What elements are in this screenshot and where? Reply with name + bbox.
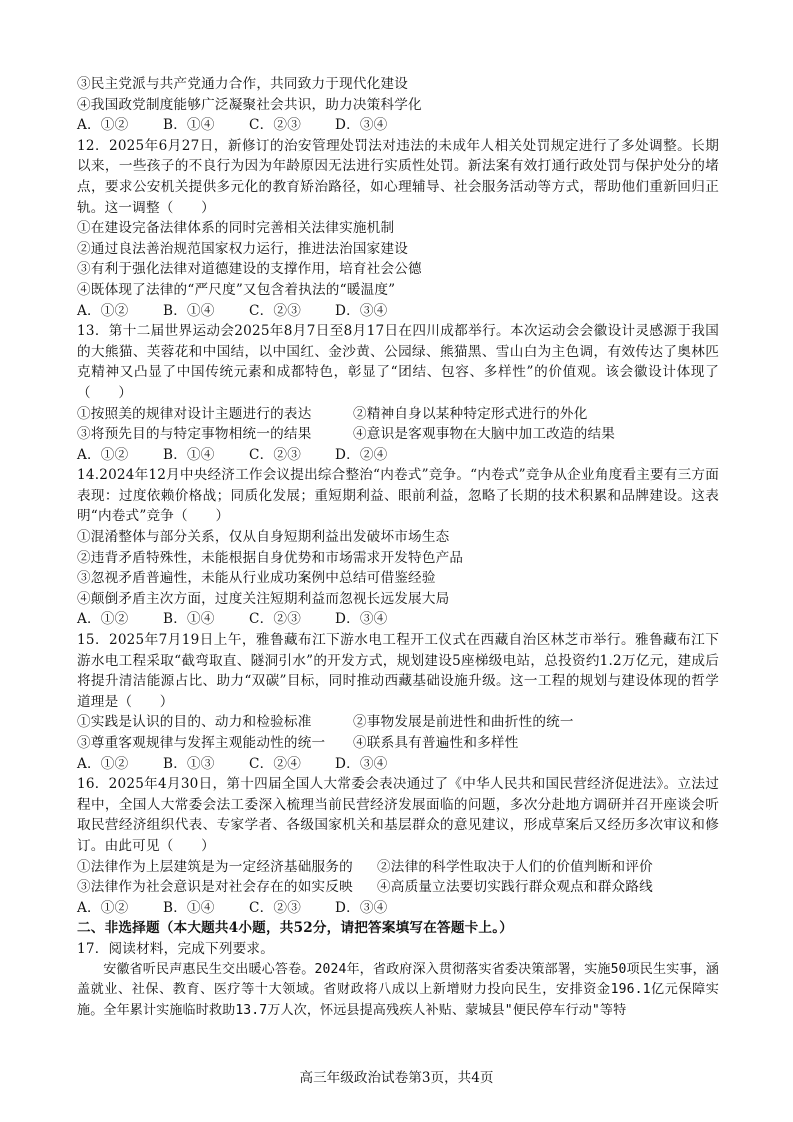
- q16-options-row-2: [77, 877, 719, 898]
- q15-option-1: ①实践是认识的目的、动力和检验标准: [77, 714, 312, 731]
- q13-stem: 13．第十二届世界运动会2025年8月7日至8月17日在四川成都举行。本次运动会会徽设计灵感源于我国的大熊猫、芙蓉花和中国结，以中国红、金沙黄、公园绿、熊猫黑、雪山白为主色调，有效传达了奥林匹克精神又凸显了中国传统元素和成都特色，彰显了“团结、包容、多样性”的价值观。该会徽设计体现了（ ）: [77, 323, 719, 401]
- q14-choice-b: B．①④: [163, 611, 215, 628]
- q17-material: 安徽省听民声惠民生交出暖心答卷。2024年，省政府深入贯彻落实省委决策部署，实施50项民生实事，涵盖就业、社保、教育、医疗等十大领域。省财政将八成以上新增财力投向民生，安排资金196.1亿元保障实施。全年累计实施临时救助13.7万人次，怀远县提高残疾人补贴、蒙城县"便民停车行动"等特: [77, 961, 719, 1018]
- q14-choice-a: A．①②: [77, 611, 129, 628]
- q12-option-2: ②通过良法善治规范国家权力运行，推进法治国家建设: [77, 240, 409, 257]
- section-2-heading: 二、非选择题（本大题共4小题，共52分，请把答案填写在答题卡上。）: [77, 920, 513, 937]
- q16-choice-a: A．①②: [77, 899, 129, 916]
- q13-option-2: ②精神自身以某种特定形式进行的外化: [353, 405, 588, 422]
- q12-choice-d: D．③④: [335, 302, 388, 319]
- q12-choices: [77, 301, 719, 322]
- q15-choices: [77, 754, 719, 775]
- page-content: [77, 74, 719, 1021]
- q13-options-row-1: [77, 404, 719, 425]
- q16-option-3: ③法律作为社会意识是对社会存在的如实反映: [77, 879, 353, 896]
- q16-choice-d: D．③④: [335, 899, 388, 916]
- q14-option-4: ④颠倒矛盾主次方面，过度关注短期利益而忽视长远发展大局: [77, 590, 450, 607]
- q15-stem: 15．2025年7月19日上午，雅鲁藏布江下游水电工程开工仪式在西藏自治区林芝市举行。雅鲁藏布江下游水电工程采取“截弯取直、隧洞引水”的开发方式，规划建设5座梯级电站，总投资约1.2万亿元，建成后将提升清洁能源占比、助力“双碳”目标，同时推动西藏基础设施升级。这一工程的规划与建设体现的哲学道理是（ ）: [77, 632, 719, 710]
- q13-choice-a: A．①②: [77, 446, 129, 463]
- q14-option-2: ②违背矛盾特殊性，未能根据自身优势和市场需求开发特色产品: [77, 549, 464, 566]
- q16-choice-c: C．②③: [249, 899, 301, 916]
- q11-choices: [77, 115, 719, 136]
- q14-choice-d: D．③④: [335, 611, 388, 628]
- q13-option-3: ③将预先目的与特定事物相统一的结果: [77, 426, 312, 443]
- q14-option-3: ③忽视矛盾普遍性，未能从行业成功案例中总结可借鉴经验: [77, 570, 436, 587]
- q16-option-4: ④高质量立法要切实践行群众观点和群众路线: [377, 879, 653, 896]
- q12-option-4: ④既体现了法律的“严尺度”又包含着执法的“暖温度”: [77, 281, 396, 298]
- q13-option-4: ④意识是客观事物在大脑中加工改造的结果: [353, 426, 616, 443]
- q11-choice-d: D．③④: [335, 117, 388, 134]
- q16-option-1: ①法律作为上层建筑是为一定经济基础服务的: [77, 858, 353, 875]
- q16-choice-b: B．①④: [163, 899, 215, 916]
- q12-choice-a: A．①②: [77, 302, 129, 319]
- q15-choice-a: A．①②: [77, 755, 129, 772]
- q14-option-1: ①混淆整体与部分关系，仅从自身短期利益出发破坏市场生态: [77, 529, 450, 546]
- q11-option-3: ③民主党派与共产党通力合作，共同致力于现代化建设: [77, 76, 409, 92]
- q15-options-row-1: [77, 712, 719, 733]
- q15-option-3: ③尊重客观规律与发挥主观能动性的统一: [77, 735, 326, 751]
- q13-choices: [77, 445, 719, 466]
- q12-option-3: ③有利于强化法律对道德建设的支撑作用，培育社会公德: [77, 261, 422, 278]
- q13-choice-c: C．②③: [249, 446, 301, 463]
- q15-choice-d: D．③④: [335, 755, 388, 772]
- q16-stem: 16．2025年4月30日，第十四届全国人大常委会表决通过了《中华人民共和国民营经济促进法》。立法过程中，全国人大常委会法工委深入梳理当前民营经济发展面临的问题，多次分赴地方调研并召开座谈会听取民营经济组织代表、专家学者、各级国家机关和基层群众的意见建议，形成草案后又经历多次审议和修订。由此可见（ ）: [77, 776, 719, 854]
- q12-option-1: ①在建设完备法律体系的同时完善相关法律实施机制: [77, 220, 395, 237]
- q11-choice-a: A．①②: [77, 117, 129, 134]
- q13-option-1: ①按照美的规律对设计主题进行的表达: [77, 405, 312, 422]
- q15-option-4: ④联系具有普遍性和多样性: [353, 735, 519, 751]
- q11-choice-b: B．①④: [163, 117, 215, 134]
- q14-stem: 14.2024年12月中央经济工作会议提出综合整治“内卷式”竞争。“内卷式”竞争从企业角度看主要有三方面表现：过度依赖价格战；同质化发展；重短期利益、眼前利益，忽略了长期的技术积累和品牌建设。这表明“内卷式”竞争（ ）: [77, 467, 719, 525]
- q15-choice-b: B．①③: [163, 755, 215, 772]
- q13-choice-b: B．①④: [163, 446, 215, 463]
- q11-option-4: ④我国政党制度能够广泛凝聚社会共识，助力决策科学化: [77, 96, 422, 113]
- q16-option-2: ②法律的科学性取决于人们的价值判断和评价: [377, 858, 653, 875]
- q14-choice-c: C．②③: [249, 611, 301, 628]
- q15-option-2: ②事物发展是前进性和曲折性的统一: [353, 714, 574, 731]
- q13-options-row-2: [77, 424, 719, 445]
- q17-stem: 17．阅读材料，完成下列要求。: [77, 940, 275, 957]
- q16-options-row-1: [77, 857, 719, 878]
- q15-choice-c: C．②④: [249, 755, 301, 772]
- q12-choice-c: C．②③: [249, 302, 301, 319]
- page-footer: 高三年级政治试卷第3页，共4页: [299, 1070, 494, 1086]
- q16-choices: [77, 898, 719, 919]
- q13-choice-d: D．②④: [335, 446, 388, 463]
- q15-options-row-2: [77, 733, 719, 754]
- q14-choices: [77, 609, 719, 630]
- q11-choice-c: C．②③: [249, 117, 301, 134]
- q12-choice-b: B．①④: [163, 302, 215, 319]
- q12-stem: 12．2025年6月27日，新修订的治安管理处罚法对违法的未成年人相关处罚规定进行了多处调整。长期以来，一些孩子的不良行为因为年龄原因无法进行实质性处罚。新法案有效打通行政处罚与保护处分的堵点，要求公安机关提供多元化的教育矫治路径，如心理辅导、社会服务活动等方式，帮助他们重新回归正轨。这一调整（ ）: [77, 137, 719, 216]
